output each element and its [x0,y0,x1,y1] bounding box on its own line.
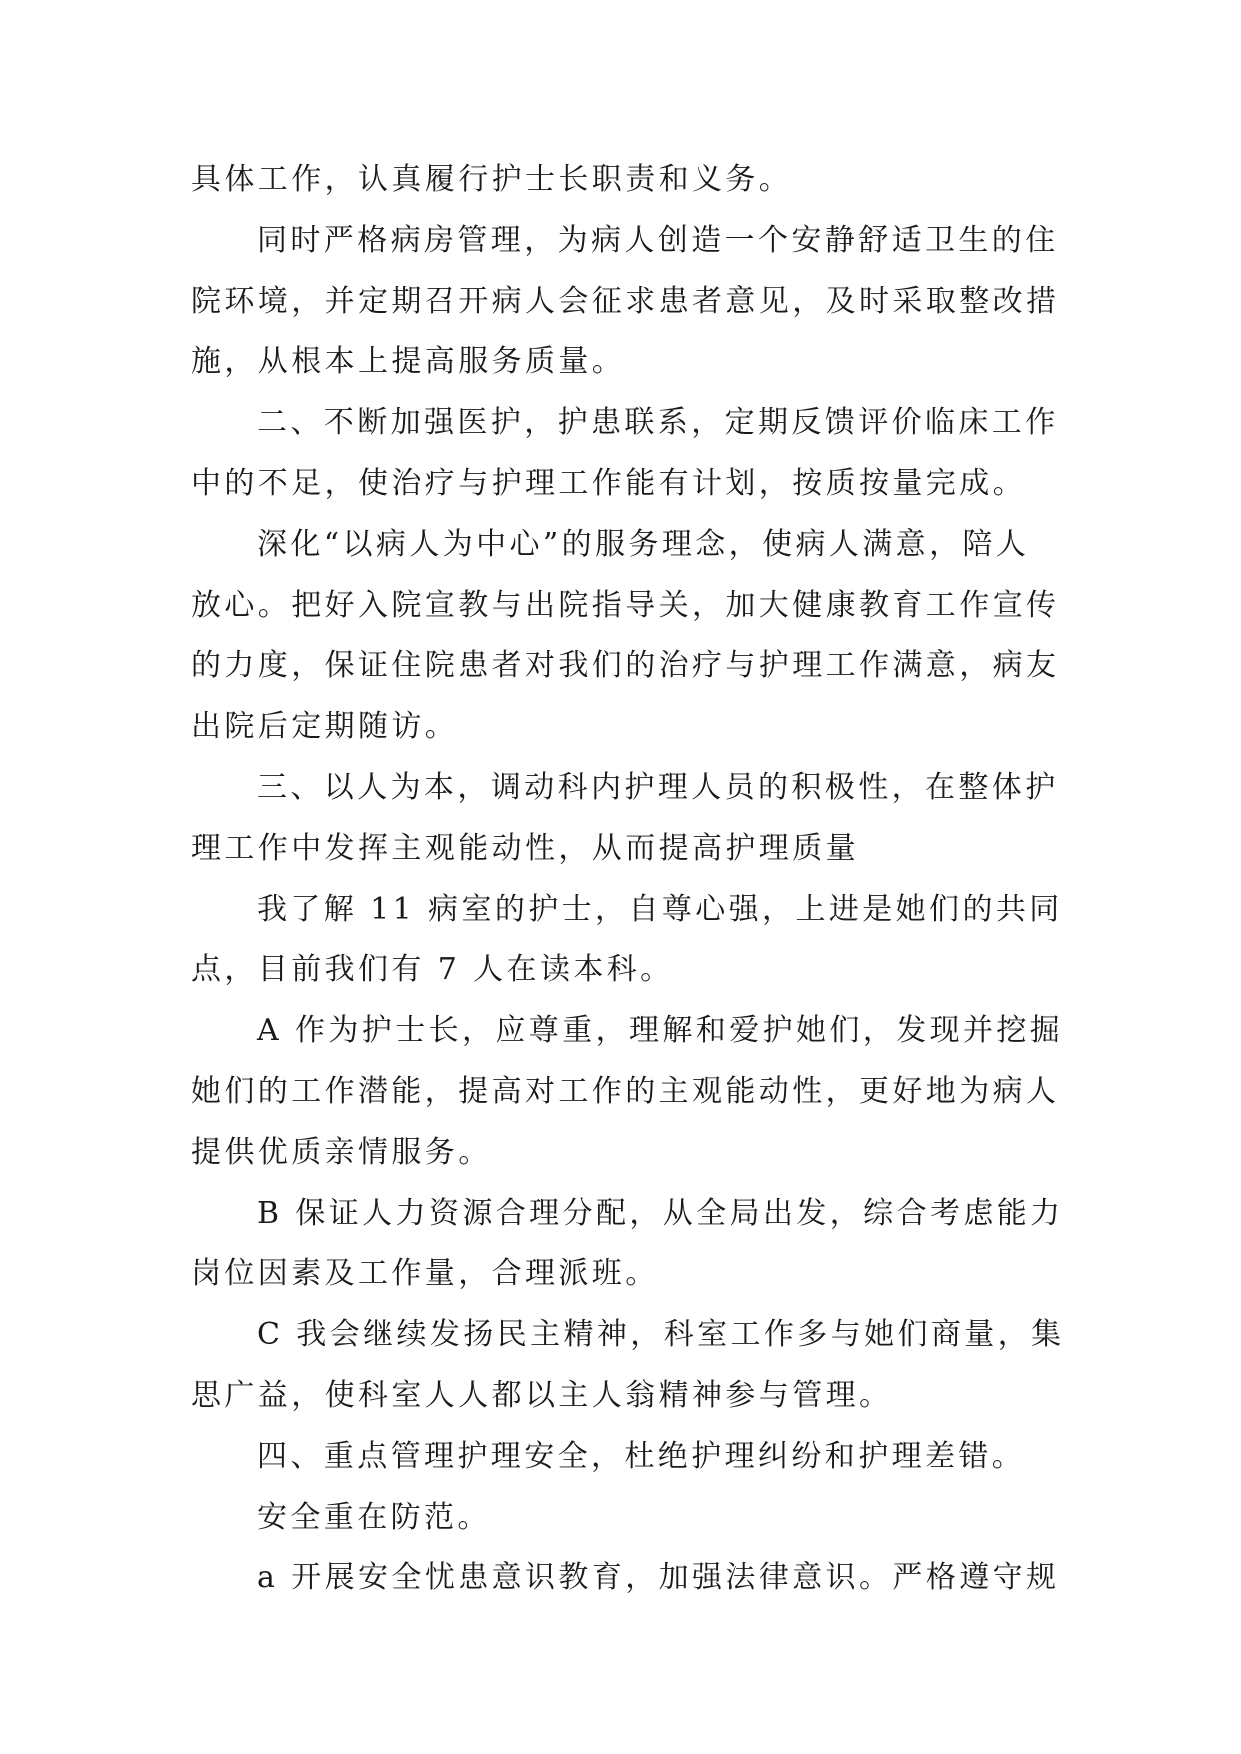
text-line: 中的不足，使治疗与护理工作能有计划，按质按量完成。 [191,465,1026,501]
text-line: 安全重在防范。 [257,1499,491,1535]
text-line: 提供优质亲情服务。 [191,1134,492,1170]
document-body [191,150,1065,1609]
text-line: A 作为护士长，应尊重，理解和爱护她们，发现并挖掘 [257,1013,1064,1049]
text-line: 放心。把好入院宣教与出院指导关，加大健康教育工作宣传 [191,587,1060,623]
text-line: a 开展安全忧患意识教育，加强法律意识。严格遵守规 [257,1560,1060,1596]
text-line: 点，目前我们有 7 人在读本科。 [191,952,674,988]
text-line: B 保证人力资源合理分配，从全局出发，综合考虑能力 [257,1195,1064,1231]
text-line: 二、不断加强医护，护患联系，定期反馈评价临床工作 [257,405,1059,441]
text-line: 四、重点管理护理安全，杜绝护理纠纷和护理差错。 [257,1438,1026,1474]
text-line: 三、以人为本，调动科内护理人员的积极性，在整体护 [257,769,1059,805]
text-line: 院环境，并定期召开病人会征求患者意见，及时采取整改措 [191,283,1060,319]
text-line: 我了解 11 病室的护士，自尊心强，上进是她们的共同 [257,891,1063,927]
text-line: 岗位因素及工作量，合理派班。 [191,1256,659,1292]
text-line: 同时严格病房管理，为病人创造一个安静舒适卫生的住 [257,222,1059,258]
text-line: 她们的工作潜能，提高对工作的主观能动性，更好地为病人 [191,1073,1060,1109]
text-line: 具体工作，认真履行护士长职责和义务。 [191,162,793,197]
text-line: 出院后定期随访。 [191,709,459,745]
text-line: 的力度，保证住院患者对我们的治疗与护理工作满意，病友 [191,648,1060,684]
text-line: C 我会继续发扬民主精神，科室工作多与她们商量，集 [257,1317,1065,1353]
text-line: 思广益，使科室人人都以主人翁精神参与管理。 [191,1377,893,1413]
text-line: 施，从根本上提高服务质量。 [191,344,626,380]
text-line: 深化“以病人为中心”的服务理念，使病人满意，陪人 [257,526,1030,562]
text-line: 理工作中发挥主观能动性，从而提高护理质量 [191,830,859,866]
